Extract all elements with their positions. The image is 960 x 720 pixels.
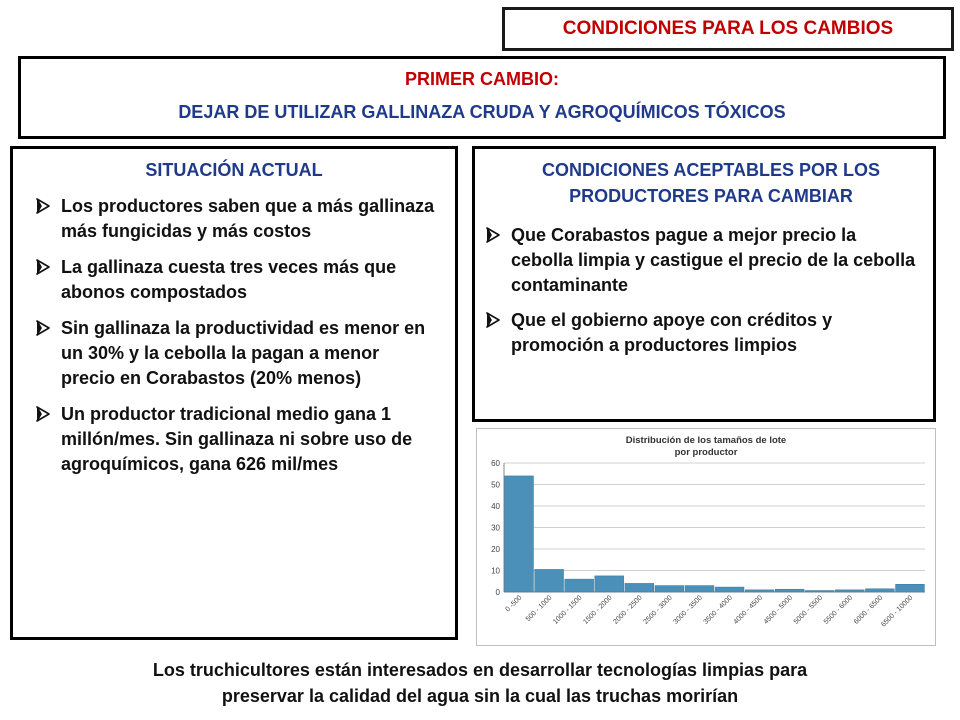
footer-line-1: Los truchicultores están interesados en desarrollar tecnologías limpias para: [152, 660, 808, 680]
bar: [625, 583, 654, 592]
list-item: [61, 402, 437, 477]
acceptable-conditions-list: [511, 223, 923, 358]
page-title: CONDICIONES PARA LOS CAMBIOS: [562, 18, 894, 39]
x-tick-label: 2500 - 3000: [642, 594, 674, 626]
bar: [775, 589, 804, 592]
first-change-text: DEJAR DE UTILIZAR GALLINAZA CRUDA Y AGROQUÍMICOS TÓXICOS: [178, 102, 786, 122]
current-situation-title: SITUACIÓN ACTUAL: [145, 160, 323, 180]
bar: [565, 579, 594, 592]
list-item: [511, 223, 923, 298]
x-tick-label: 4500 - 5000: [762, 594, 795, 626]
bar: [805, 590, 834, 592]
y-tick-label: 30: [491, 523, 500, 533]
list-item-text: Sin gallinaza la productividad es menor en un 30% y la cebolla la pagan a menor precio en Corabastos (20% menos): [61, 318, 426, 388]
page-title-box: [502, 7, 954, 51]
y-tick-label: 60: [491, 459, 500, 468]
list-item-text: Un productor tradicional medio gana 1 millón/mes. Sin gallinaza ni sobre uso de agroquímicos, gana 626 mil/mes: [61, 404, 413, 474]
chart-title-line-2: por productor: [674, 447, 738, 458]
current-situation-list: [61, 194, 437, 477]
y-tick-label: 20: [491, 545, 500, 554]
x-tick-label: 0 -500: [504, 594, 524, 614]
chart-title-line-1: Distribución de los tamaños de lote: [625, 435, 787, 446]
list-item-text: Que Corabastos pague a mejor precio la cebolla limpia y castigue el precio de la cebolla contaminante: [511, 225, 916, 295]
arrow-bullet-icon: [485, 227, 501, 243]
x-tick-label: 3500 - 4000: [702, 594, 734, 626]
list-item-text: Que el gobierno apoye con créditos y promoción a productores limpios: [511, 310, 833, 355]
x-tick-label: 4000 - 4500: [732, 594, 765, 626]
arrow-bullet-icon: [35, 320, 51, 336]
list-item: [61, 316, 437, 391]
arrow-bullet-icon: [35, 259, 51, 275]
lot-size-distribution-chart: [476, 428, 936, 646]
bar: [595, 576, 624, 592]
arrow-bullet-icon: [35, 198, 51, 214]
bar: [745, 590, 774, 592]
x-tick-label: 3000 - 3500: [672, 594, 704, 626]
list-item: [61, 255, 437, 305]
bar: [865, 589, 894, 592]
bar: [535, 569, 564, 592]
bar: [715, 587, 744, 592]
list-item: [61, 194, 437, 244]
current-situation-panel: [10, 146, 458, 640]
x-tick-label: 2000 - 2500: [612, 594, 644, 626]
x-tick-label: 1000 - 1500: [552, 594, 584, 626]
x-tick-label: 6000 - 6500: [852, 594, 885, 626]
arrow-bullet-icon: [485, 312, 501, 328]
y-tick-label: 40: [491, 502, 500, 511]
bar: [685, 586, 714, 592]
arrow-bullet-icon: [35, 406, 51, 422]
bar: [655, 586, 684, 592]
x-tick-label: 5000 - 5500: [792, 594, 825, 626]
acceptable-conditions-title: CONDICIONES ACEPTABLES POR LOS PRODUCTORES PARA CAMBIAR: [541, 160, 881, 206]
footer-note: [10, 657, 950, 709]
chart-svg: [477, 429, 935, 645]
bar: [896, 584, 925, 592]
x-tick-label: 6500 - 10000: [880, 594, 915, 629]
y-tick-label: 0: [495, 588, 500, 597]
acceptable-conditions-panel: [472, 146, 936, 422]
first-change-label: PRIMER CAMBIO:: [405, 69, 559, 89]
bar: [835, 590, 864, 592]
list-item-text: La gallinaza cuesta tres veces más que abonos compostados: [61, 257, 397, 302]
y-tick-label: 50: [491, 480, 500, 490]
list-item-text: Los productores saben que a más gallinaza más fungicidas y más costos: [61, 196, 435, 241]
x-tick-label: 500 - 1000: [524, 594, 554, 624]
bar: [505, 476, 534, 592]
first-change-box: [18, 56, 946, 139]
list-item: [511, 308, 923, 358]
x-tick-label: 5500 - 6000: [822, 594, 855, 626]
footer-line-2: preservar la calidad del agua sin la cual las truchas morirían: [221, 686, 739, 706]
y-tick-label: 10: [491, 566, 500, 576]
x-tick-label: 1500 - 2000: [582, 594, 614, 626]
